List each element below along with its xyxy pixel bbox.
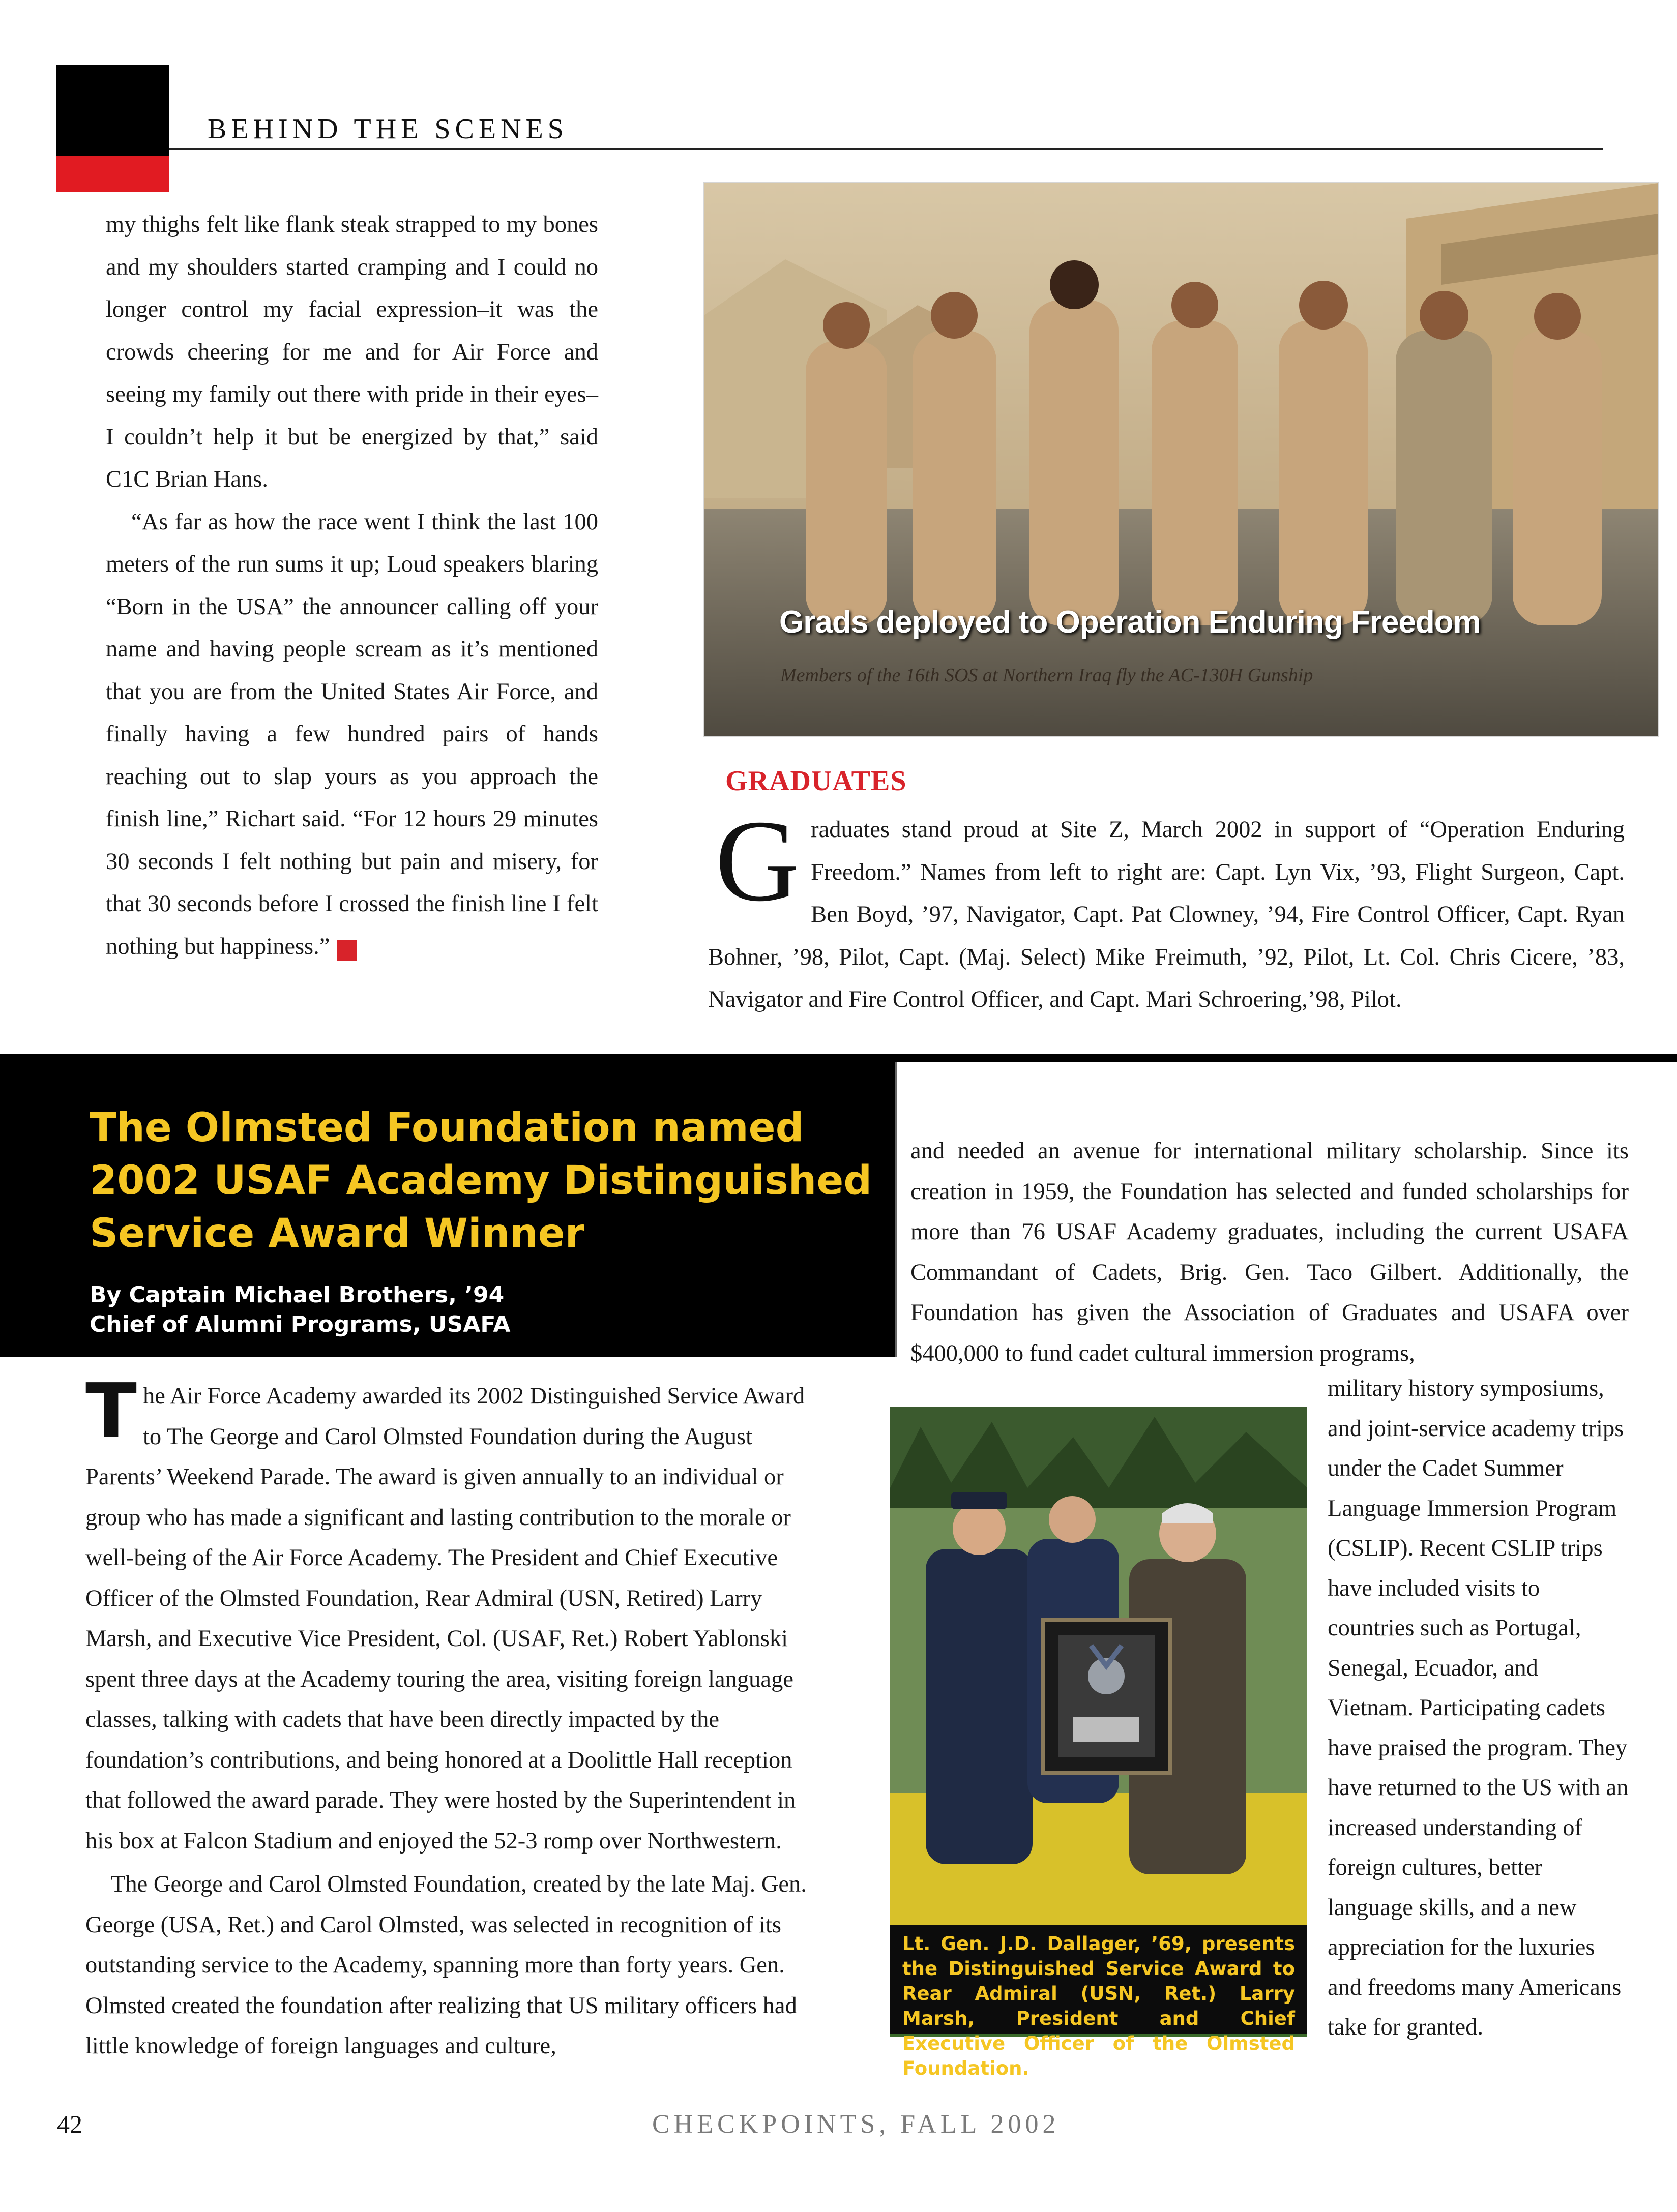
race-story — [106, 203, 598, 968]
header-block — [56, 65, 169, 156]
article-body-left — [85, 1367, 826, 2067]
grads-photo-caption-sub: Members of the 16th SOS at Northern Iraq fly the AC-130H Gunship — [780, 665, 1313, 686]
grads-photo-image — [704, 183, 1658, 736]
race-story-paragraph: my thighs felt like flank steak strapped to my bones and my shoulders started cramping and I could no longer control my facial expression–it was the crowds cheering for me and for Air Force and seeing my family out there with pride in their eyes–I couldn’t help it but be energized by that,” said C1C Brian Hans. — [106, 212, 598, 492]
grads-photo — [704, 183, 1658, 736]
article-paragraph — [85, 1367, 826, 1861]
publication-footer: CHECKPOINTS, FALL 2002 — [652, 2110, 1060, 2139]
award-photo-caption: Lt. Gen. J.D. Dallager, ’69, presents the Distinguished Service Award to Rear Admiral (USN, Ret.) Larry Marsh, President and Chief Executive Officer of the Olmsted Foundation. — [890, 1925, 1307, 2034]
section-divider — [0, 1054, 1677, 1062]
graduates-heading: GRADUATES — [725, 765, 907, 797]
graduates-text — [708, 796, 1625, 1021]
award-photo-image — [890, 1407, 1307, 1925]
grads-photo-caption-title: Grads deployed to Operation Enduring Freedom — [779, 605, 1481, 640]
header-accent-bar — [56, 156, 169, 192]
article-body-right-top: and needed an avenue for international military scholarship. Since its creation in 1959, the Foundation has selected and funded scholarships for more than 76 USAF Academy graduates, including the current USAFA Commandant of Cadets, Brig. Gen. Taco Gilbert. Additionally, the Foundation has given the Association of Graduates and USAFA over $400,000 to fund cadet cultural immersion programs, — [910, 1138, 1629, 1366]
article-title: The Olmsted Foundation named 2002 USAF Academy Distinguished Service Award Winner — [90, 1105, 872, 1257]
graduates-dropcap: G — [715, 796, 800, 925]
page-number: 42 — [57, 2110, 82, 2138]
byline-author: By Captain Michael Brothers, ’94 — [90, 1282, 505, 1308]
graduates-paragraph: raduates stand proud at Site Z, March 2002 in support of “Operation Enduring Freedom.” Names from left to right are: Capt. Lyn Vix, ’93, Flight Surgeon, Capt. Ben Boyd, ’97, Navigator, Capt. Pat Clowney, ’94, Fire Control Officer, Capt. Ryan Bohner, ’98, Pilot, Capt. (Maj. Select) Mike Freimuth, ’92, Pilot, Lt. Col. Chris Cicere, ’83, Navigator and Fire Control Officer, and Capt. Mari Schroering,’98, Pilot. — [708, 817, 1625, 1012]
article-body-right-narrow: military history symposiums, and joint-service academy trips under the Cadet Summer Language Immersion Program (CSLIP). Recent CSLIP trips have included visits to countries such as Portugal, Senegal, Ecuador, and Vietnam. Participating cadets have praised the program. They have returned to the US with an increased understanding of foreign cultures, better language skills, and a new appreciation for the luxuries and freedoms many Americans take for granted. — [1328, 1376, 1629, 2040]
section-title: BEHIND THE SCENES — [208, 113, 568, 145]
article-title-box — [0, 1062, 895, 1357]
race-story-paragraph — [106, 501, 598, 968]
column-divider — [895, 1062, 897, 1357]
byline-role: Chief of Alumni Programs, USAFA — [90, 1311, 511, 1337]
header-rule — [169, 148, 1603, 150]
article-byline — [90, 1280, 510, 1339]
article-paragraph-1-text: he Air Force Academy awarded its 2002 Distinguished Service Award to The George and Carol Olmsted Foundation during the August Parents’ Weekend Parade. The award is given annually to an individual or group who has made a significant and lasting contribution to the morale or well-being of the Air Force Academy. The President and Chief Executive Officer of the Olmsted Foundation, Rear Admiral (USN, Retired) Larry Marsh, and Executive Vice President, Col. (USAF, Ret.) Robert Yablonski spent three days at the Academy touring the area, visiting foreign language classes, talking with cadets that have been directly impacted by the foundation’s contributions, and being honored at a Doolittle Hall reception that followed the award parade. They were hosted by the Superintendent in his box at Falcon Stadium and enjoyed the 52-3 romp over Northwestern. — [85, 1383, 805, 1854]
article-dropcap: T — [85, 1367, 137, 1455]
award-photo — [890, 1407, 1307, 2079]
race-story-paragraph-text: “As far as how the race went I think the last 100 meters of the run sums it up; Loud speakers blaring “Born in the USA” the announcer calling off your name and having people scream as it’s mentioned that you are from the United States Air Force, and finally having a few hundred pairs of hands reaching out to slap yours as you approach the finish line,” Richart said. “For 12 hours 29 minutes 30 seconds I felt nothing but pain and misery, for that 30 seconds before I crossed the finish line I felt nothing but happiness.” — [106, 509, 598, 960]
article-paragraph: The George and Carol Olmsted Foundation, created by the late Maj. Gen. George (USA, Ret.) and Carol Olmsted, was selected in recognition of its outstanding service to the Academy, spanning more than forty years. Gen. Olmsted created the foundation after realizing that US military officers had little knowledge of foreign languages and culture, — [85, 1871, 807, 2059]
end-mark-icon: ✓ — [337, 940, 357, 961]
